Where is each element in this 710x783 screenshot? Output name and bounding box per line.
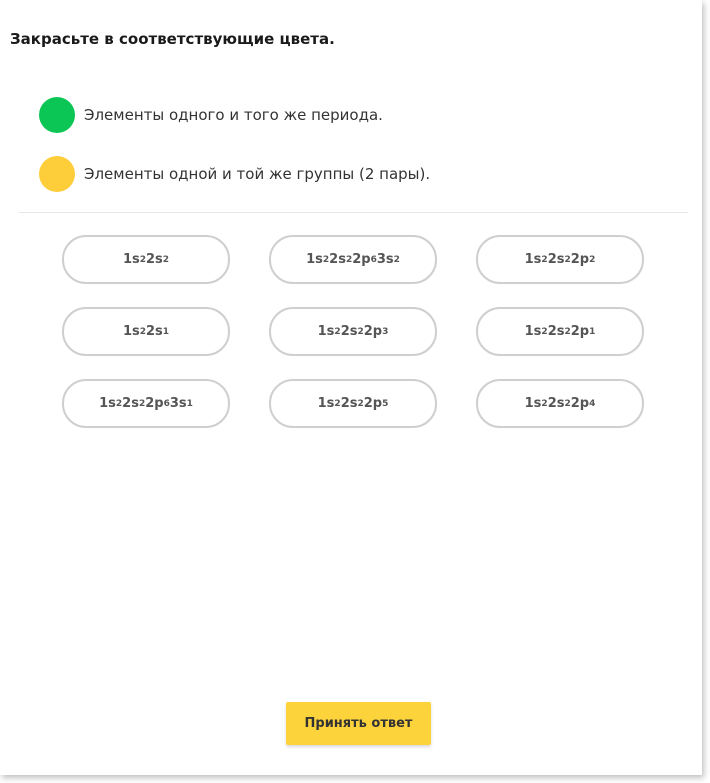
orbital-label: 2s (547, 396, 565, 411)
divider (19, 212, 688, 213)
config-option[interactable]: 1s 2 2s 2 2p 3 (269, 307, 437, 356)
orbital-label: 3s (376, 252, 394, 267)
config-option[interactable]: 1s 2 2s 2 2p 2 (476, 235, 644, 284)
legend-item-period[interactable] (39, 97, 383, 133)
orbital-label: 2s (547, 324, 565, 339)
config-option[interactable]: 1s 2 2s 2 2p 6 3s 2 (269, 235, 437, 284)
orbital-label: 2p (363, 324, 383, 339)
orbital-label: 2s (340, 396, 358, 411)
orbital-label: 1s (99, 396, 116, 411)
orbital-label: 2p (352, 252, 371, 267)
yellow-color-swatch[interactable] (39, 156, 75, 192)
config-option[interactable]: 1s 2 2s 2 (62, 235, 230, 284)
legend-label-group: Элементы одной и той же группы (2 пары). (84, 165, 431, 183)
orbital-label: 2s (146, 252, 163, 267)
config-option[interactable]: 1s 2 2s 2 2p 5 (269, 379, 437, 428)
orbital-label: 1s (524, 324, 542, 339)
orbital-label: 1s (524, 252, 542, 267)
orbital-label: 1s (524, 396, 542, 411)
green-color-swatch[interactable] (39, 97, 75, 133)
config-option[interactable]: 1s 2 2s 2 2p 6 3s 1 (62, 379, 230, 428)
task-title: Закрасьте в соответствующие цвета. (10, 30, 335, 48)
legend-label-period: Элементы одного и того же периода. (84, 106, 383, 124)
orbital-label: 2p (570, 252, 590, 267)
orbital-label: 1s (122, 252, 140, 267)
orbital-label: 1s (317, 396, 335, 411)
orbital-label: 1s (122, 324, 140, 339)
orbital-label: 2p (363, 396, 383, 411)
orbital-label: 1s (317, 324, 335, 339)
orbital-label: 1s (306, 252, 323, 267)
config-option[interactable]: 1s 2 2s 2 2p 1 (476, 307, 644, 356)
config-grid (62, 235, 644, 428)
orbital-label: 2s (329, 252, 346, 267)
submit-answer-button[interactable]: Принять ответ (286, 702, 431, 745)
orbital-label: 2s (146, 324, 163, 339)
config-option[interactable]: 1s 2 2s 1 (62, 307, 230, 356)
orbital-label: 2s (547, 252, 565, 267)
orbital-label: 2p (145, 396, 164, 411)
orbital-label: 2p (570, 396, 590, 411)
orbital-label: 2p (570, 324, 590, 339)
orbital-label: 3s (169, 396, 187, 411)
config-option[interactable]: 1s 2 2s 2 2p 4 (476, 379, 644, 428)
orbital-label: 2s (122, 396, 139, 411)
orbital-label: 2s (340, 324, 358, 339)
legend-item-group[interactable] (39, 156, 430, 192)
